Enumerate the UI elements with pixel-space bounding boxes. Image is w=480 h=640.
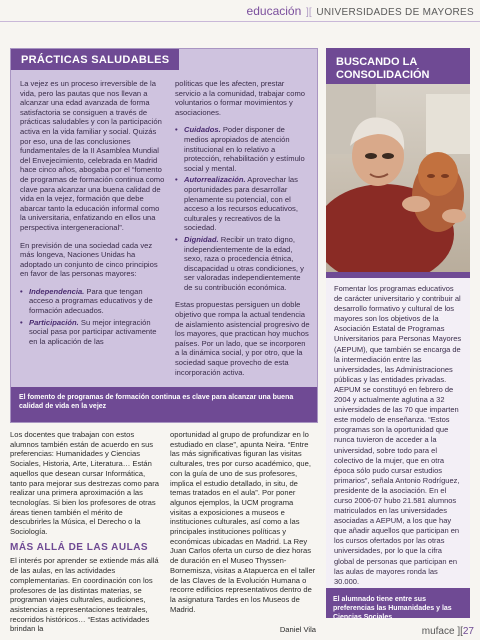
article-subheading: MÁS ALLÁ DE LAS AULAS [10, 541, 149, 553]
box-right-column [175, 79, 311, 385]
box-title: PRÁCTICAS SALUDABLES [11, 49, 179, 70]
box-paragraph: Estas propuestas persiguen un doble objetivo que rompa la actual tendencia de aislamiento asistencial progresivo de los mayores, que practican hoy muchos países. Por un lado, que se incorporen a la dinámica social, y por otro, que la sociedad saque provecho de esta incorporación activa. [175, 300, 310, 377]
photo-illustration [326, 84, 470, 272]
principle-term: Cuidados. [184, 125, 221, 135]
box-left-column [20, 79, 166, 348]
running-header [247, 4, 474, 18]
principle-text: Recibir un trato digno, independientemente de la edad, sexo, raza o procedencia étnica, discapacidad u otras condiciones, y ser valoradas independientemente de su contribución económica. [184, 234, 304, 292]
page-number: 27 [462, 626, 474, 637]
principle-term: Dignidad. [184, 234, 219, 244]
principle-text: Poder disponer de medios apropiados de atención institucional en lo relativo a protección, rehabilitación y estímulo social y mental. [184, 125, 305, 173]
sidebar-paragraph: Fomentar los programas educativos de carácter universitario y contribuir al desarrollo formativo y cultural de los mayores son los objetivos de la Asociación Estatal de Programas Universitarios para Personas Mayores (AEPUM), que también se encarga de la intermediación entre las universidades, las Administraciones públicas y las entidades privadas. AEPUM se constituyó en febrero de 2004 y actualmente aglutina a 32 universidades de las 70 que imparten este modelo de enseñanza. “Estos programas son la oportunidad que nunca tuvieron de acceder a la universidad, sobre todo para el colectivo de la mujer, que en otra época sólo pudo cursar estudios primarios”, señala Antonio Rodríguez, presidente de la asociación. En el curso 2006-07 hubo 21.581 alumnos matriculados en las universidades asociadas a AEPUM, a los que hay que añadir aquellos que participan en los cursos ofertados por las otras universidades, por lo que la cifra global de personas que participan en las aulas de mayores ronda las 30.000. [334, 284, 462, 586]
article-left-column [10, 430, 160, 640]
section-name: educación [246, 4, 302, 18]
principles-list [20, 287, 166, 347]
principle-item [175, 235, 311, 293]
principle-item [20, 318, 166, 347]
box-photo-caption: El fomento de programas de formación continua es clave para alcanzar una buena calidad de vida en la vejez [11, 387, 317, 422]
principle-item [20, 287, 166, 316]
principles-list [175, 125, 311, 292]
article-paragraph: El interés por aprender se extiende más allá de las aulas, en las actividades complementarias. En coordinación con los profesores de las distintas materias, se programan viajes culturales, audiciones, asistencias a representaciones teatrales, recorridos históricos… “Estas actividades brindan la [10, 556, 159, 634]
box-paragraph: En previsión de una sociedad cada vez más longeva, Naciones Unidas ha adoptado un conjunto de cinco principios en favor de las personas mayores: [20, 240, 158, 279]
article-right-column [170, 430, 316, 634]
principle-item [175, 175, 311, 233]
principle-item [175, 125, 311, 173]
header-rule [0, 21, 480, 22]
box-paragraph: políticas que les afecten, prestar servicio a la comunidad, trabajar como voluntarios o formar movimientos y asociaciones. [175, 79, 305, 117]
pottery-photo [326, 84, 470, 272]
sidebar-title: BUSCANDO LA CONSOLIDACIÓN [336, 56, 430, 81]
header-separator: ][ [306, 7, 312, 18]
principle-term: Participación. [29, 317, 79, 327]
principle-term: Independencia. [29, 286, 85, 296]
principle-text: Aprovechar las oportunidades para desarrollar plenamente su potencial, con el acceso a los recursos educativos, culturales y recreativos de la sociedad. [184, 175, 298, 233]
box-paragraph: La vejez es un proceso irreversible de la vida, pero las pautas que nos llevan a alcanzar una edad avanzada de forma satisfactoria se consiguen a través de prácticas saludables y con la participación activa en la vida familiar y social. Quizás por eso, una de las conclusiones fundamentales de la II Asamblea Mundial del Envejecimiento, celebrada en Madrid hace cinco años, abogaba por el “fomento de programas de formación continua como clave para alcanzar una buena calidad de vida en la vejez, formación que debe abarcar tanto la educación informal como la universitaria, enfatizando en ellos una perspectiva intergeneracional”. [20, 79, 165, 232]
series-title: UNIVERSIDADES DE MAYORES [316, 7, 474, 18]
principle-term: Autorrealización. [184, 175, 246, 185]
magazine-name: muface [421, 626, 455, 637]
consolidacion-sidebar [326, 48, 470, 621]
article-paragraph: oportunidad al grupo de profundizar en lo estudiado en clase”, apunta Neira. “Entre las más significativas figuran las visitas culturales, tres por curso académico, que, con la guía de uno de sus profesores, implica el estudio detallado, in situ, de temas tratados en el aula”. Por poner algunos ejemplos, la UCM programa visitas a exposiciones a museos e instituciones culturales, así como a las principales instituciones políticas y económicas ubicadas en Madrid. La Rey Juan Carlos oferta un curso de diez horas de duración en el Museo Thyssen-Bornemisza, visitas a Atapuerca en el taller de las Claves de la Evolución Humana o recorre edificios representativos dentro de la asignatura Tardes en los Museos de Madrid. [170, 430, 316, 614]
article-paragraph: Los docentes que trabajan con estos alumnos también están de acuerdo en sus preferencias: Humanidades y Ciencias Sociales, Historia, Arte, Literatura… Están aquellos que desean cursar Informática, tanto para mejorar sus destrezas como para realizar una primera aproximación a las tecnologías. Si bien los profesores de otras áreas tienen también el mérito de descubrirles la Música, el Derecho o la Sociología. [10, 430, 159, 537]
author-signature: Daniel Vila [279, 624, 316, 634]
sidebar-text [326, 278, 470, 588]
sidebar-photo-caption: El alumnado tiene entre sus preferencias las Humanidades y las Ciencias Sociales [333, 596, 452, 621]
footer-separator: ][ [457, 626, 463, 637]
practicas-box [10, 48, 318, 423]
principle-text: Su mejor integración social pasa por participar activamente en la aplicación de las [29, 317, 157, 346]
principle-text: Para que tengan acceso a programas educativos y de formación adecuados. [29, 286, 153, 316]
page-footer [422, 626, 474, 637]
